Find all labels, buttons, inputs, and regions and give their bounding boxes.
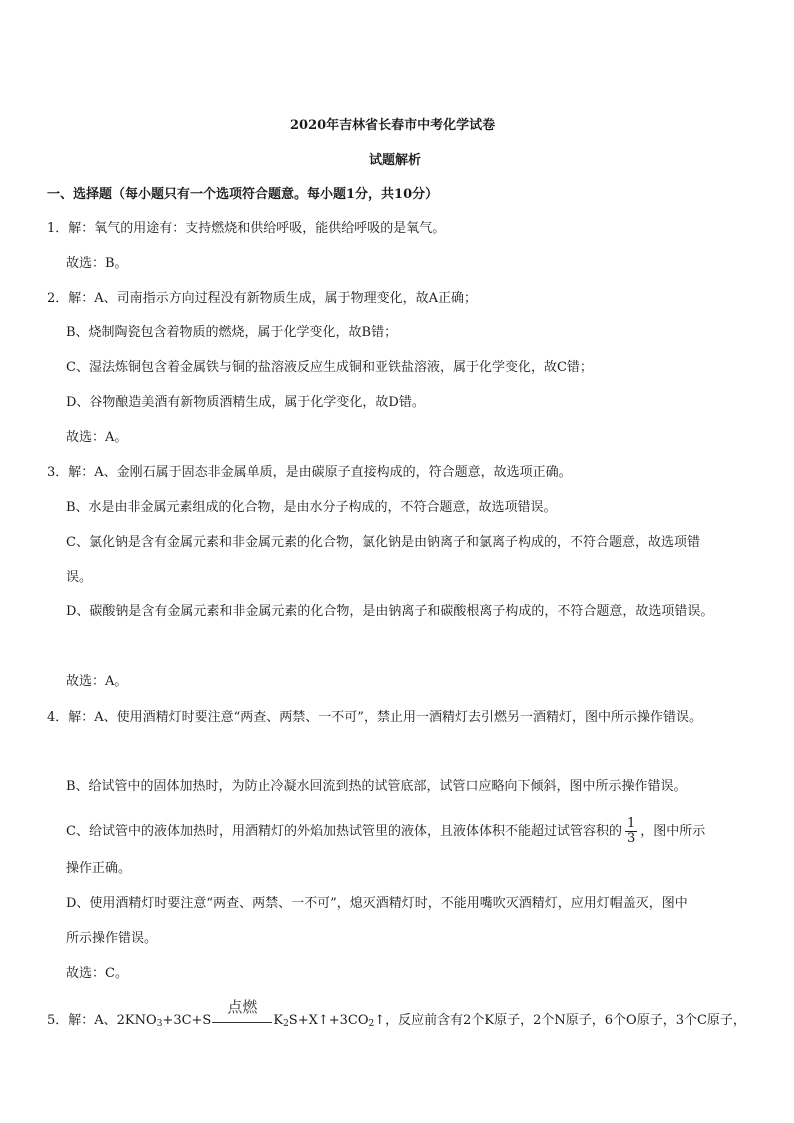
q2-answer: 故选：A。 <box>66 430 128 445</box>
q4-line-3a <box>66 817 705 846</box>
fraction-one-third <box>625 817 637 846</box>
q3-line-4: D、碳酸钠是含有金属元素和非金属元素的化合物，是由钠离子和碳酸根离子构成的，不符合题意，故选项错误。 <box>66 604 714 619</box>
q4-line-1: 4．解：A、使用酒精灯时要注意“两查、两禁、一不可”，禁止用一酒精灯去引燃另一酒精灯，图中所示操作错误。 <box>47 710 702 725</box>
q1-line-1: 1．解：氧气的用途有：支持燃烧和供给呼吸，能供给呼吸的是氧气。 <box>47 221 446 236</box>
q5-rest-2: ↑，反应前含有2个K原子，2个N原子，6个O原子，3个C原子， <box>374 1013 746 1028</box>
q3-line-3a: C、氯化钠是含有金属元素和非金属元素的化合物，氯化钠是由钠离子和氯离子构成的，不符合题意，故选项错 <box>66 535 700 550</box>
q5-k-sub: 2 <box>283 1019 289 1029</box>
q2-line-1: 2．解：A、司南指示方向过程没有新物质生成，属于物理变化，故A正确； <box>47 291 478 306</box>
fraction-denominator: 3 <box>626 831 636 846</box>
q5-sub-3: 3 <box>156 1019 163 1029</box>
page-title: 2020年吉林省长春市中考化学试卷 <box>290 118 496 133</box>
q4-line-3b: 操作正确。 <box>66 861 132 876</box>
section-heading: 一、选择题（每小题只有一个选项符合题意。每小题1分，共10分） <box>47 187 439 202</box>
reaction-equals-bar <box>212 1022 272 1023</box>
reaction-condition <box>212 998 272 1029</box>
q5-mid: +3C+S <box>162 1013 212 1028</box>
q4-line-2: B、给试管中的固体加热时，为防止冷凝水回流到热的试管底部，试管口应略向下倾斜，图中所示操作错误。 <box>66 779 687 794</box>
q4-line-3a-tail: ，图中所示 <box>640 824 706 839</box>
fraction-numerator: 1 <box>626 816 636 831</box>
q2-line-2: B、烧制陶瓷包含着物质的燃烧，属于化学变化，故B错； <box>66 325 398 340</box>
page-subtitle: 试题解析 <box>369 153 422 168</box>
q3-line-1: 3．解：A、金刚石属于固态非金属单质，是由碳原子直接构成的，符合题意，故选项正确。 <box>47 465 572 480</box>
q1-answer: 故选：B。 <box>66 256 128 271</box>
q4-line-3a-text: C、给试管中的液体加热时，用酒精灯的外焰加热试管里的液体，且液体体积不能超过试管容积的 <box>66 824 622 839</box>
q4-answer: 故选：C。 <box>66 966 128 981</box>
q3-answer: 故选：A。 <box>66 674 128 689</box>
reaction-condition-label: 点燃 <box>227 998 258 1016</box>
q2-line-3: C、湿法炼铜包含着金属铁与铜的盐溶液反应生成铜和亚铁盐溶液，属于化学变化，故C错； <box>66 360 593 375</box>
q2-line-4: D、谷物酿造美酒有新物质酒精生成，属于化学变化，故D错。 <box>66 395 425 410</box>
q4-line-4b: 所示操作错误。 <box>66 931 158 946</box>
q4-line-4a: D、使用酒精灯时要注意“两查、两禁、一不可”，熄灭酒精灯时，不能用嘴吹灭酒精灯，应用灯帽盖灭，图中 <box>66 896 688 911</box>
q5-k: K <box>273 1013 284 1028</box>
q3-line-2: B、水是由非金属元素组成的化合物，是由水分子构成的，不符合题意，故选项错误。 <box>66 500 557 515</box>
q5-co2-sub: 2 <box>368 1019 375 1029</box>
q3-line-3b: 误。 <box>66 570 93 585</box>
q5-rest-1: S+X↑+3CO <box>288 1013 369 1028</box>
q5-line-1 <box>47 998 746 1029</box>
q5-prefix: 5．解：A、2KNO <box>47 1013 157 1028</box>
